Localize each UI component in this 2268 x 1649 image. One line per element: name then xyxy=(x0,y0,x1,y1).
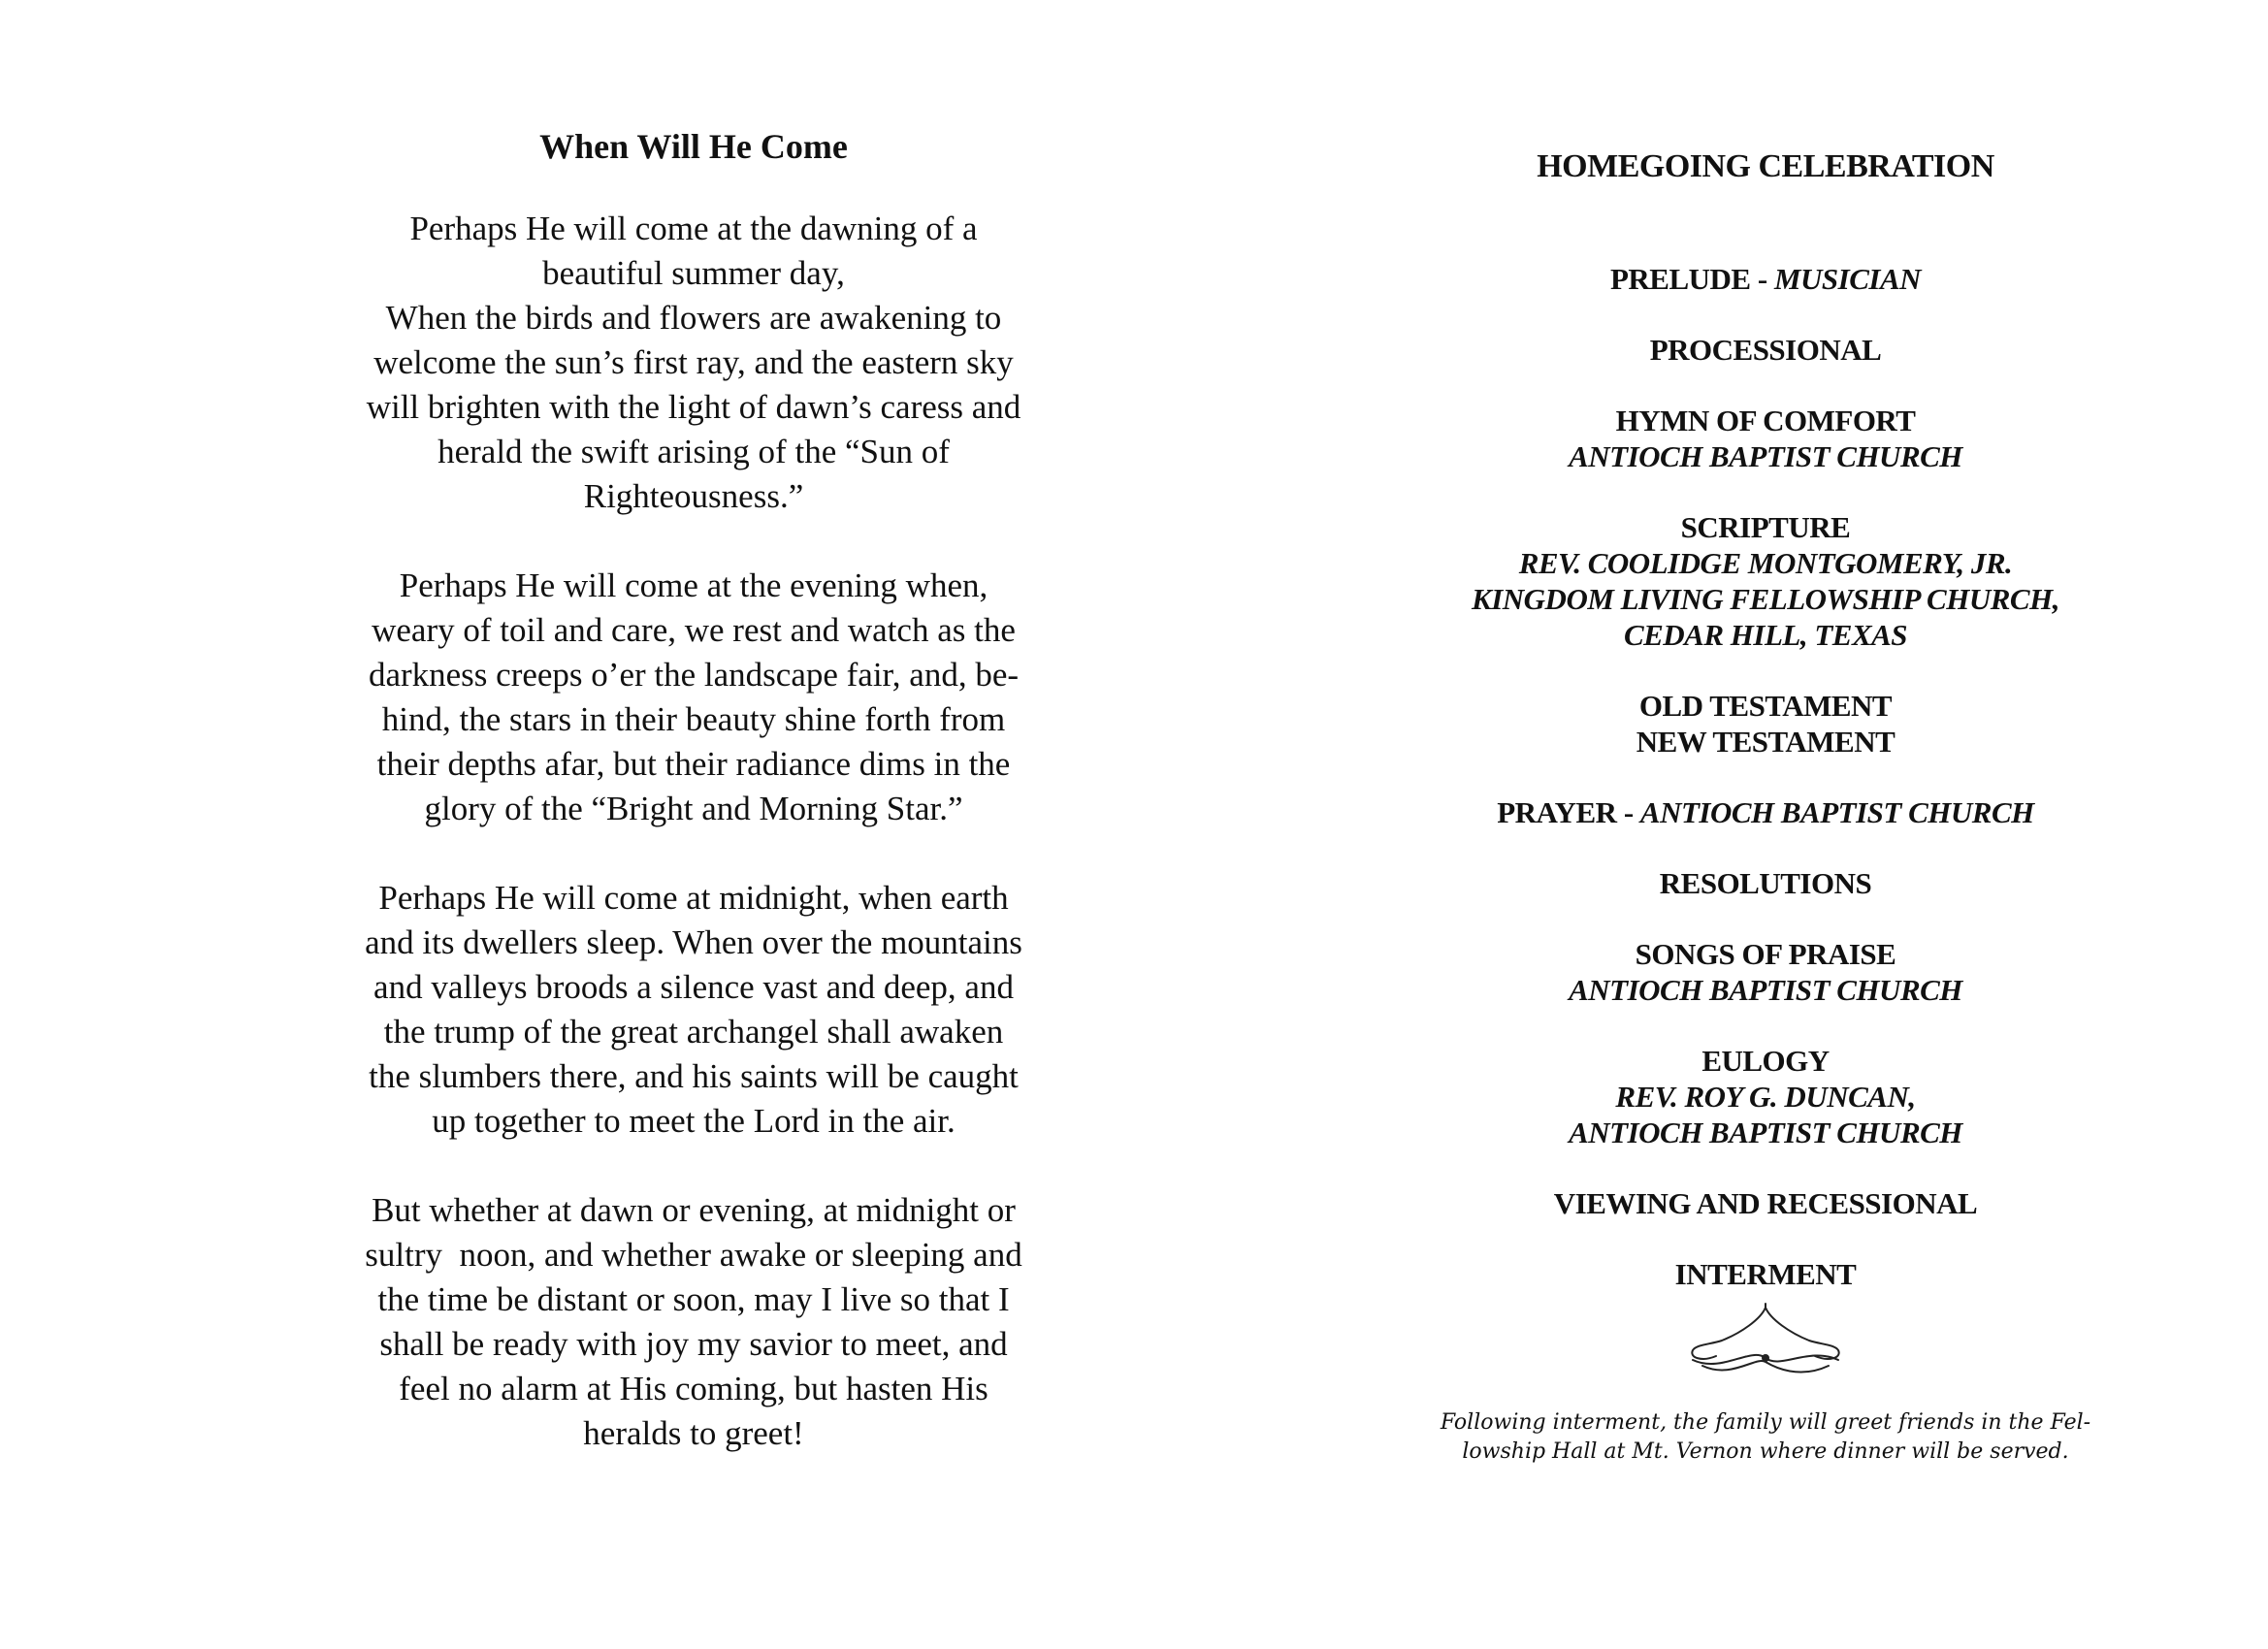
program-item-interment xyxy=(1397,1256,2134,1292)
interment-label: INTERMENT xyxy=(1674,1256,1857,1291)
program-item-testaments xyxy=(1397,688,2134,760)
program-item-songs xyxy=(1397,936,2134,1008)
prelude-label: PRELUDE xyxy=(1609,261,1751,296)
program-item-viewing xyxy=(1397,1185,2134,1221)
processional-label: PROCESSIONAL xyxy=(1649,332,1882,367)
poem-line: and valleys broods a silence vast and deep, and xyxy=(373,968,1014,1007)
viewing-label: VIEWING AND RECESSIONAL xyxy=(1553,1185,1978,1220)
poem-line: Perhaps He will come at the evening when, xyxy=(399,566,988,605)
program-page xyxy=(1397,147,2134,1467)
poem-line: sultry noon, and whether awake or sleeping and xyxy=(365,1236,1022,1275)
poem-stanza-3 xyxy=(291,876,1096,1144)
program-item-resolutions xyxy=(1397,865,2134,901)
hymn-label: HYMN OF COMFORT xyxy=(1615,403,1916,437)
songs-performer: ANTIOCH BAPTIST CHURCH xyxy=(1569,972,1962,1007)
poem-line: Perhaps He will come at the dawning of a xyxy=(409,210,978,248)
poem-line: and its dwellers sleep. When over the mountains xyxy=(365,923,1022,962)
scripture-label: SCRIPTURE xyxy=(1680,509,1851,544)
poem-line: welcome the sun’s first ray, and the eastern sky xyxy=(373,343,1014,382)
poem-line: will brighten with the light of dawn’s caress and xyxy=(366,388,1021,427)
scroll-flourish-icon xyxy=(1683,1302,1848,1379)
prelude-performer: MUSICIAN xyxy=(1773,261,1922,296)
poem-title: When Will He Come xyxy=(539,127,848,166)
footer-line: lowship Hall at Mt. Vernon where dinner will be served. xyxy=(1462,1439,2069,1464)
poem-line: weary of toil and care, we rest and watch as the xyxy=(372,611,1016,650)
poem-line: Perhaps He will come at midnight, when earth xyxy=(378,879,1009,918)
program-item-processional xyxy=(1397,332,2134,368)
poem-line: darkness creeps o’er the landscape fair, and, be- xyxy=(368,656,1020,695)
poem-line: glory of the “Bright and Morning Star.” xyxy=(424,790,963,828)
poem-page xyxy=(291,126,1096,1501)
footer-line: Following interment, the family will greet friends in the Fel- xyxy=(1440,1409,2091,1435)
new-testament-label: NEW TESTAMENT xyxy=(1636,724,1895,759)
poem-line: heralds to greet! xyxy=(583,1414,804,1453)
poem-line: shall be ready with joy my savior to meet, and xyxy=(379,1325,1008,1364)
eulogy-label: EULOGY xyxy=(1701,1043,1830,1078)
eulogy-speaker-church: ANTIOCH BAPTIST CHURCH xyxy=(1569,1115,1962,1149)
program-item-eulogy xyxy=(1397,1043,2134,1150)
poem-line: feel no alarm at His coming, but hasten His xyxy=(399,1370,988,1408)
program-item-hymn xyxy=(1397,403,2134,474)
songs-label: SONGS OF PRAISE xyxy=(1635,936,1896,971)
eulogy-speaker-name: REV. ROY G. DUNCAN, xyxy=(1615,1079,1916,1114)
poem-stanza-1 xyxy=(291,207,1096,519)
poem-line: Righteousness.” xyxy=(583,477,804,516)
resolutions-label: RESOLUTIONS xyxy=(1659,865,1872,900)
program-item-scripture xyxy=(1397,509,2134,653)
poem-line: the trump of the great archangel shall awaken xyxy=(383,1013,1004,1051)
poem-line: herald the swift arising of the “Sun of xyxy=(437,433,950,471)
prelude-separator: - xyxy=(1750,261,1774,296)
hymn-performer: ANTIOCH BAPTIST CHURCH xyxy=(1569,438,1962,473)
footer-note xyxy=(1416,1408,2115,1467)
program-item-prayer xyxy=(1397,794,2134,830)
poem-line: When the birds and flowers are awakening to xyxy=(385,299,1002,338)
poem-line: beautiful summer day, xyxy=(542,254,845,293)
poem-line: hind, the stars in their beauty shine forth from xyxy=(381,700,1006,739)
poem-line: their depths afar, but their radiance dims in the xyxy=(376,745,1011,784)
poem-line: But whether at dawn or evening, at midnight or xyxy=(372,1191,1016,1230)
prayer-separator: - xyxy=(1616,794,1640,829)
poem-stanza-4 xyxy=(291,1188,1096,1456)
program-title: HOMEGOING CELEBRATION xyxy=(1537,148,1994,184)
scripture-reader-church: KINGDOM LIVING FELLOWSHIP CHURCH, xyxy=(1472,581,2059,616)
prayer-label: PRAYER xyxy=(1497,794,1617,829)
poem-line: the time be distant or soon, may I live so that I xyxy=(377,1280,1010,1319)
poem-line: the slumbers there, and his saints will be caught xyxy=(369,1057,1019,1096)
old-testament-label: OLD TESTAMENT xyxy=(1638,688,1893,723)
program-item-prelude xyxy=(1397,261,2134,297)
prayer-performer: ANTIOCH BAPTIST CHURCH xyxy=(1639,794,2034,829)
scripture-reader-location: CEDAR HILL, TEXAS xyxy=(1623,617,1908,652)
poem-stanza-2 xyxy=(291,564,1096,831)
scripture-reader-name: REV. COOLIDGE MONTGOMERY, JR. xyxy=(1518,545,2013,580)
poem-line: up together to meet the Lord in the air. xyxy=(432,1102,956,1141)
